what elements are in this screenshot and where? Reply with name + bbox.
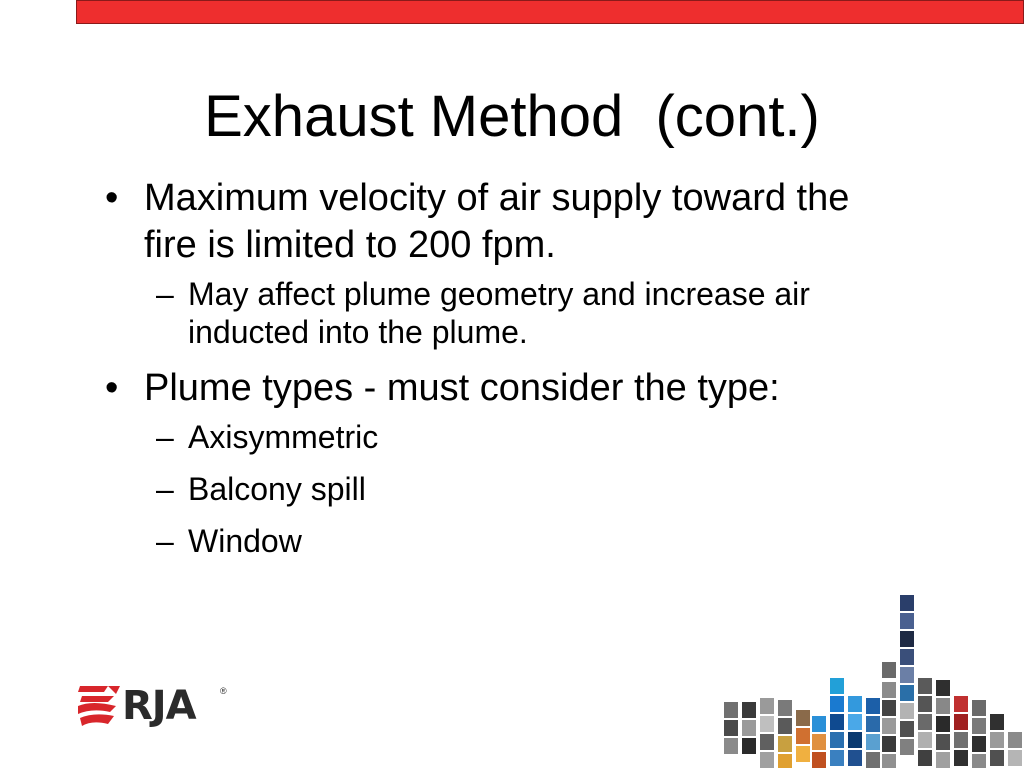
bullet-item: [100, 365, 860, 412]
dash-marker: –: [156, 523, 174, 559]
skyline-photo-mosaic: [720, 590, 1024, 768]
sub-bullet-item: [144, 522, 860, 560]
sub-bullet-text: May affect plume geometry and increase air inducted into the plume.: [188, 276, 810, 350]
sub-bullet-list: [100, 418, 860, 560]
top-accent-bar: [76, 0, 1024, 24]
dash-marker: –: [156, 419, 174, 455]
sub-bullet-list: [100, 275, 860, 351]
sub-bullet-item: [144, 470, 860, 508]
sub-bullet-text: Window: [188, 523, 302, 559]
rja-logo: [78, 682, 230, 730]
bullet-marker: •: [105, 177, 119, 219]
sub-bullet-text: Axisymmetric: [188, 419, 379, 455]
slide-title: Exhaust Method (cont.): [204, 84, 820, 149]
flame-stripes-icon: [78, 682, 122, 728]
dash-marker: –: [156, 276, 174, 312]
sub-bullet-item: [144, 418, 860, 456]
sub-bullet-item: [144, 275, 860, 351]
bullet-item: [100, 175, 860, 269]
sub-bullet-text: Balcony spill: [188, 471, 366, 507]
dash-marker: –: [156, 471, 174, 507]
bullet-text: Maximum velocity of air supply toward the fire is limited to 200 fpm.: [144, 177, 850, 266]
bullet-marker: •: [105, 367, 119, 409]
registered-mark: ®: [220, 686, 227, 696]
bullet-text: Plume types - must consider the type:: [144, 367, 780, 409]
logo-wordmark: RJA: [122, 683, 196, 729]
bullet-list: [100, 175, 860, 560]
